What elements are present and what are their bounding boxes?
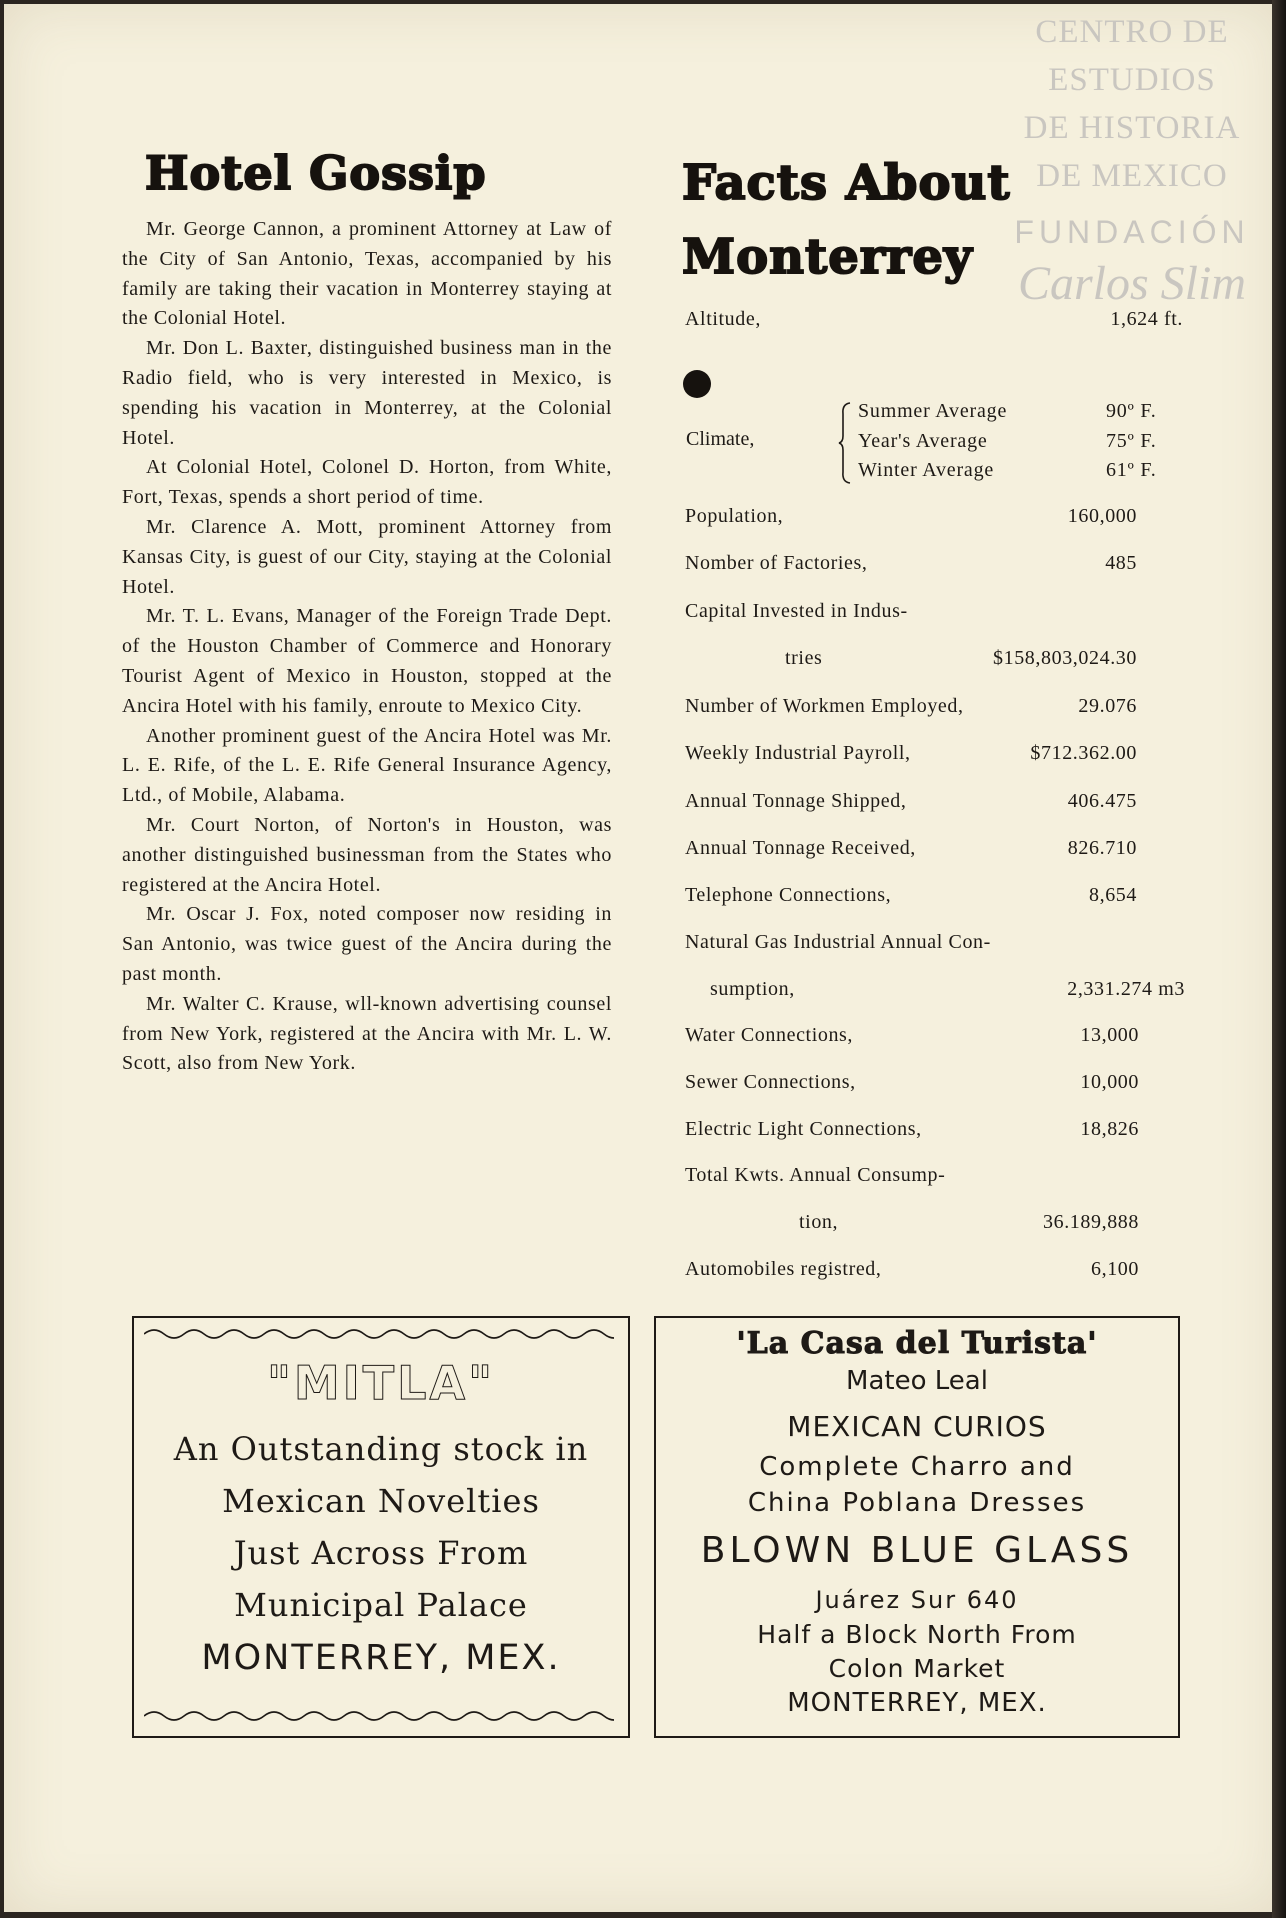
fact-label: Water Connections,	[685, 1024, 854, 1046]
gossip-paragraph: Another prominent guest of the Ancira Hotel was Mr. L. E. Rife, of the L. E. Rife General Insurance Agency, Ltd., of Mobile, Alabama.	[122, 724, 612, 807]
fact-value: 485	[1105, 552, 1137, 574]
watermark-line: ESTUDIOS	[1048, 62, 1216, 98]
casa-del-turista-ad	[654, 1316, 1180, 1738]
watermark-fundacion: FUNDACIÓN	[1014, 214, 1250, 250]
casa-line: Half a Block North From	[757, 1620, 1077, 1649]
fact-altitude	[685, 308, 1183, 338]
mitla-line: Just Across From	[233, 1534, 529, 1572]
hotel-gossip-title: Hotel Gossip	[145, 146, 487, 200]
fact-value: 6,100	[1091, 1258, 1139, 1280]
fact-capital	[685, 600, 1175, 630]
casa-line: China Poblana Dresses	[747, 1488, 1087, 1518]
fact-label: Population,	[685, 505, 784, 527]
fact-label: Telephone Connections,	[685, 884, 892, 906]
fact-label: Annual Tonnage Shipped,	[685, 790, 907, 812]
gossip-paragraph: Mr. Oscar J. Fox, noted composer now residing in San Antonio, was twice guest of the Ancira during the past month.	[122, 903, 612, 985]
brace-icon	[838, 402, 852, 484]
fact-label: sumption,	[710, 978, 795, 1000]
fact-gas-cont	[685, 978, 1185, 1008]
climate-summer	[858, 400, 1157, 423]
climate-label: Climate,	[686, 428, 755, 450]
gossip-paragraph: Mr. George Cannon, a prominent Attorney at Law of the City of San Antonio, Texas, accompanied by his family are taking their vacation in Monterrey staying at the Colonial Hotel.	[122, 218, 612, 330]
fact-population	[685, 505, 1175, 535]
fact-label: Annual Tonnage Received,	[685, 837, 916, 859]
fact-label: Capital Invested in Indus-	[685, 600, 908, 622]
casa-line: BLOWN BLUE GLASS	[700, 1530, 1134, 1571]
facts-title-line: Monterrey	[682, 229, 973, 285]
fact-payroll	[685, 742, 1175, 772]
fact-value: 406.475	[1067, 790, 1137, 812]
gossip-paragraph: Mr. Court Norton, of Norton's in Houston, was another distinguished businessman from the States who registered at the Ancira Hotel.	[122, 813, 612, 896]
fact-electric	[685, 1118, 1175, 1148]
fact-label: Total Kwts. Annual Consump-	[685, 1164, 946, 1186]
fact-kwts	[685, 1164, 1175, 1194]
fact-label: Nomber of Factories,	[685, 552, 868, 574]
fact-label: Number of Workmen Employed,	[685, 695, 964, 717]
fact-value: $158,803,024.30	[993, 647, 1137, 669]
fact-value: 160,000	[1067, 505, 1137, 527]
climate-row-value: 75º F.	[1106, 430, 1157, 452]
facts-title-line: Facts About	[682, 155, 1011, 211]
fact-label: Sewer Connections,	[685, 1071, 856, 1093]
fact-label: Automobiles registred,	[685, 1258, 882, 1280]
casa-name: 'La Casa del Turista'	[736, 1326, 1098, 1361]
fact-value: 29.076	[1078, 695, 1137, 717]
gossip-paragraph: Mr. Walter C. Krause, wll-known advertising counsel from New York, registered at the Ancira with Mr. L. W. Scott, also from New York.	[122, 992, 612, 1075]
fact-value: 2,331.274 m3	[1067, 978, 1185, 1000]
fact-sewer	[685, 1071, 1175, 1101]
fact-telephone	[685, 884, 1175, 914]
gossip-paragraph: Mr. Clarence A. Mott, prominent Attorney from Kansas City, is guest of our City, staying at the Colonial Hotel.	[122, 515, 612, 598]
gossip-paragraph: Mr. T. L. Evans, Manager of the Foreign Trade Dept. of the Houston Chamber of Commerce and Honorary Tourist Agent of Mexico in Houston, stopped at the Ancira Hotel with his family, enroute to Mexico City.	[122, 605, 612, 717]
fact-label: Altitude,	[685, 308, 761, 330]
watermark-line: DE MEXICO	[1036, 158, 1228, 194]
fact-water	[685, 1024, 1175, 1054]
fact-label: Weekly Industrial Payroll,	[685, 742, 911, 764]
climate-year	[858, 430, 1157, 453]
facts-title	[682, 146, 1011, 294]
scroll-ornament-icon	[144, 1326, 614, 1342]
watermark	[1002, 8, 1262, 308]
mitla-line: Mexican Novelties	[222, 1482, 540, 1520]
fact-value: 18,826	[1080, 1118, 1139, 1140]
fact-value: 826.710	[1067, 837, 1137, 859]
fact-label: tries	[785, 647, 823, 669]
fact-kwts-cont	[685, 1211, 1175, 1241]
mitla-line: An Outstanding stock in	[173, 1430, 589, 1468]
fact-label: Natural Gas Industrial Annual Con-	[685, 931, 991, 953]
climate-row-value: 61º F.	[1106, 459, 1157, 481]
fact-workmen	[685, 695, 1175, 725]
fact-value: 8,654	[1089, 884, 1137, 906]
fact-label: tion,	[799, 1211, 839, 1233]
fact-shipped	[685, 790, 1175, 820]
mitla-ad	[132, 1316, 630, 1738]
casa-line: Colon Market	[828, 1654, 1006, 1683]
climate-row-label: Summer Average	[858, 400, 1008, 422]
fact-capital-cont	[685, 647, 1175, 677]
scroll-ornament-icon	[144, 1708, 614, 1724]
casa-owner: Mateo Leal	[846, 1366, 988, 1396]
gossip-paragraph: At Colonial Hotel, Colonel D. Horton, from White, Fort, Texas, spends a short period of time.	[122, 456, 612, 509]
watermark-line: CENTRO DE	[1035, 14, 1229, 50]
hotel-gossip-column	[122, 215, 612, 1079]
fact-value: 13,000	[1080, 1024, 1139, 1046]
fact-value: 10,000	[1080, 1071, 1139, 1093]
mitla-city: MONTERREY, MEX.	[201, 1638, 561, 1678]
mitla-name: "MITLA"	[266, 1356, 496, 1410]
mitla-line: Municipal Palace	[234, 1586, 528, 1624]
fact-value: 1,624 ft.	[1110, 308, 1183, 330]
fact-autos	[685, 1258, 1175, 1288]
casa-line: MEXICAN CURIOS	[787, 1410, 1047, 1443]
page-edge	[1272, 0, 1286, 1918]
fact-value: 36.189,888	[1043, 1211, 1139, 1233]
casa-city: MONTERREY, MEX.	[787, 1688, 1047, 1718]
climate-winter	[858, 459, 1157, 482]
fact-gas	[685, 931, 1175, 961]
fact-label: Electric Light Connections,	[685, 1118, 922, 1140]
climate-row-value: 90º F.	[1106, 400, 1157, 422]
watermark-signature: Carlos Slim	[1017, 257, 1247, 310]
casa-address: Juárez Sur 640	[815, 1586, 1019, 1614]
casa-line: Complete Charro and	[759, 1452, 1075, 1482]
fact-value: $712.362.00	[1030, 742, 1137, 764]
bullet-dot	[683, 370, 711, 398]
watermark-line: DE HISTORIA	[1023, 110, 1241, 146]
climate-row-label: Year's Average	[858, 430, 988, 452]
fact-factories	[685, 552, 1175, 582]
gossip-paragraph: Mr. Don L. Baxter, distinguished business man in the Radio field, who is very interested in Mexico, is spending his vacation in Monterrey, at the Colonial Hotel.	[122, 337, 612, 449]
fact-received	[685, 837, 1175, 867]
climate-row-label: Winter Average	[858, 459, 995, 481]
